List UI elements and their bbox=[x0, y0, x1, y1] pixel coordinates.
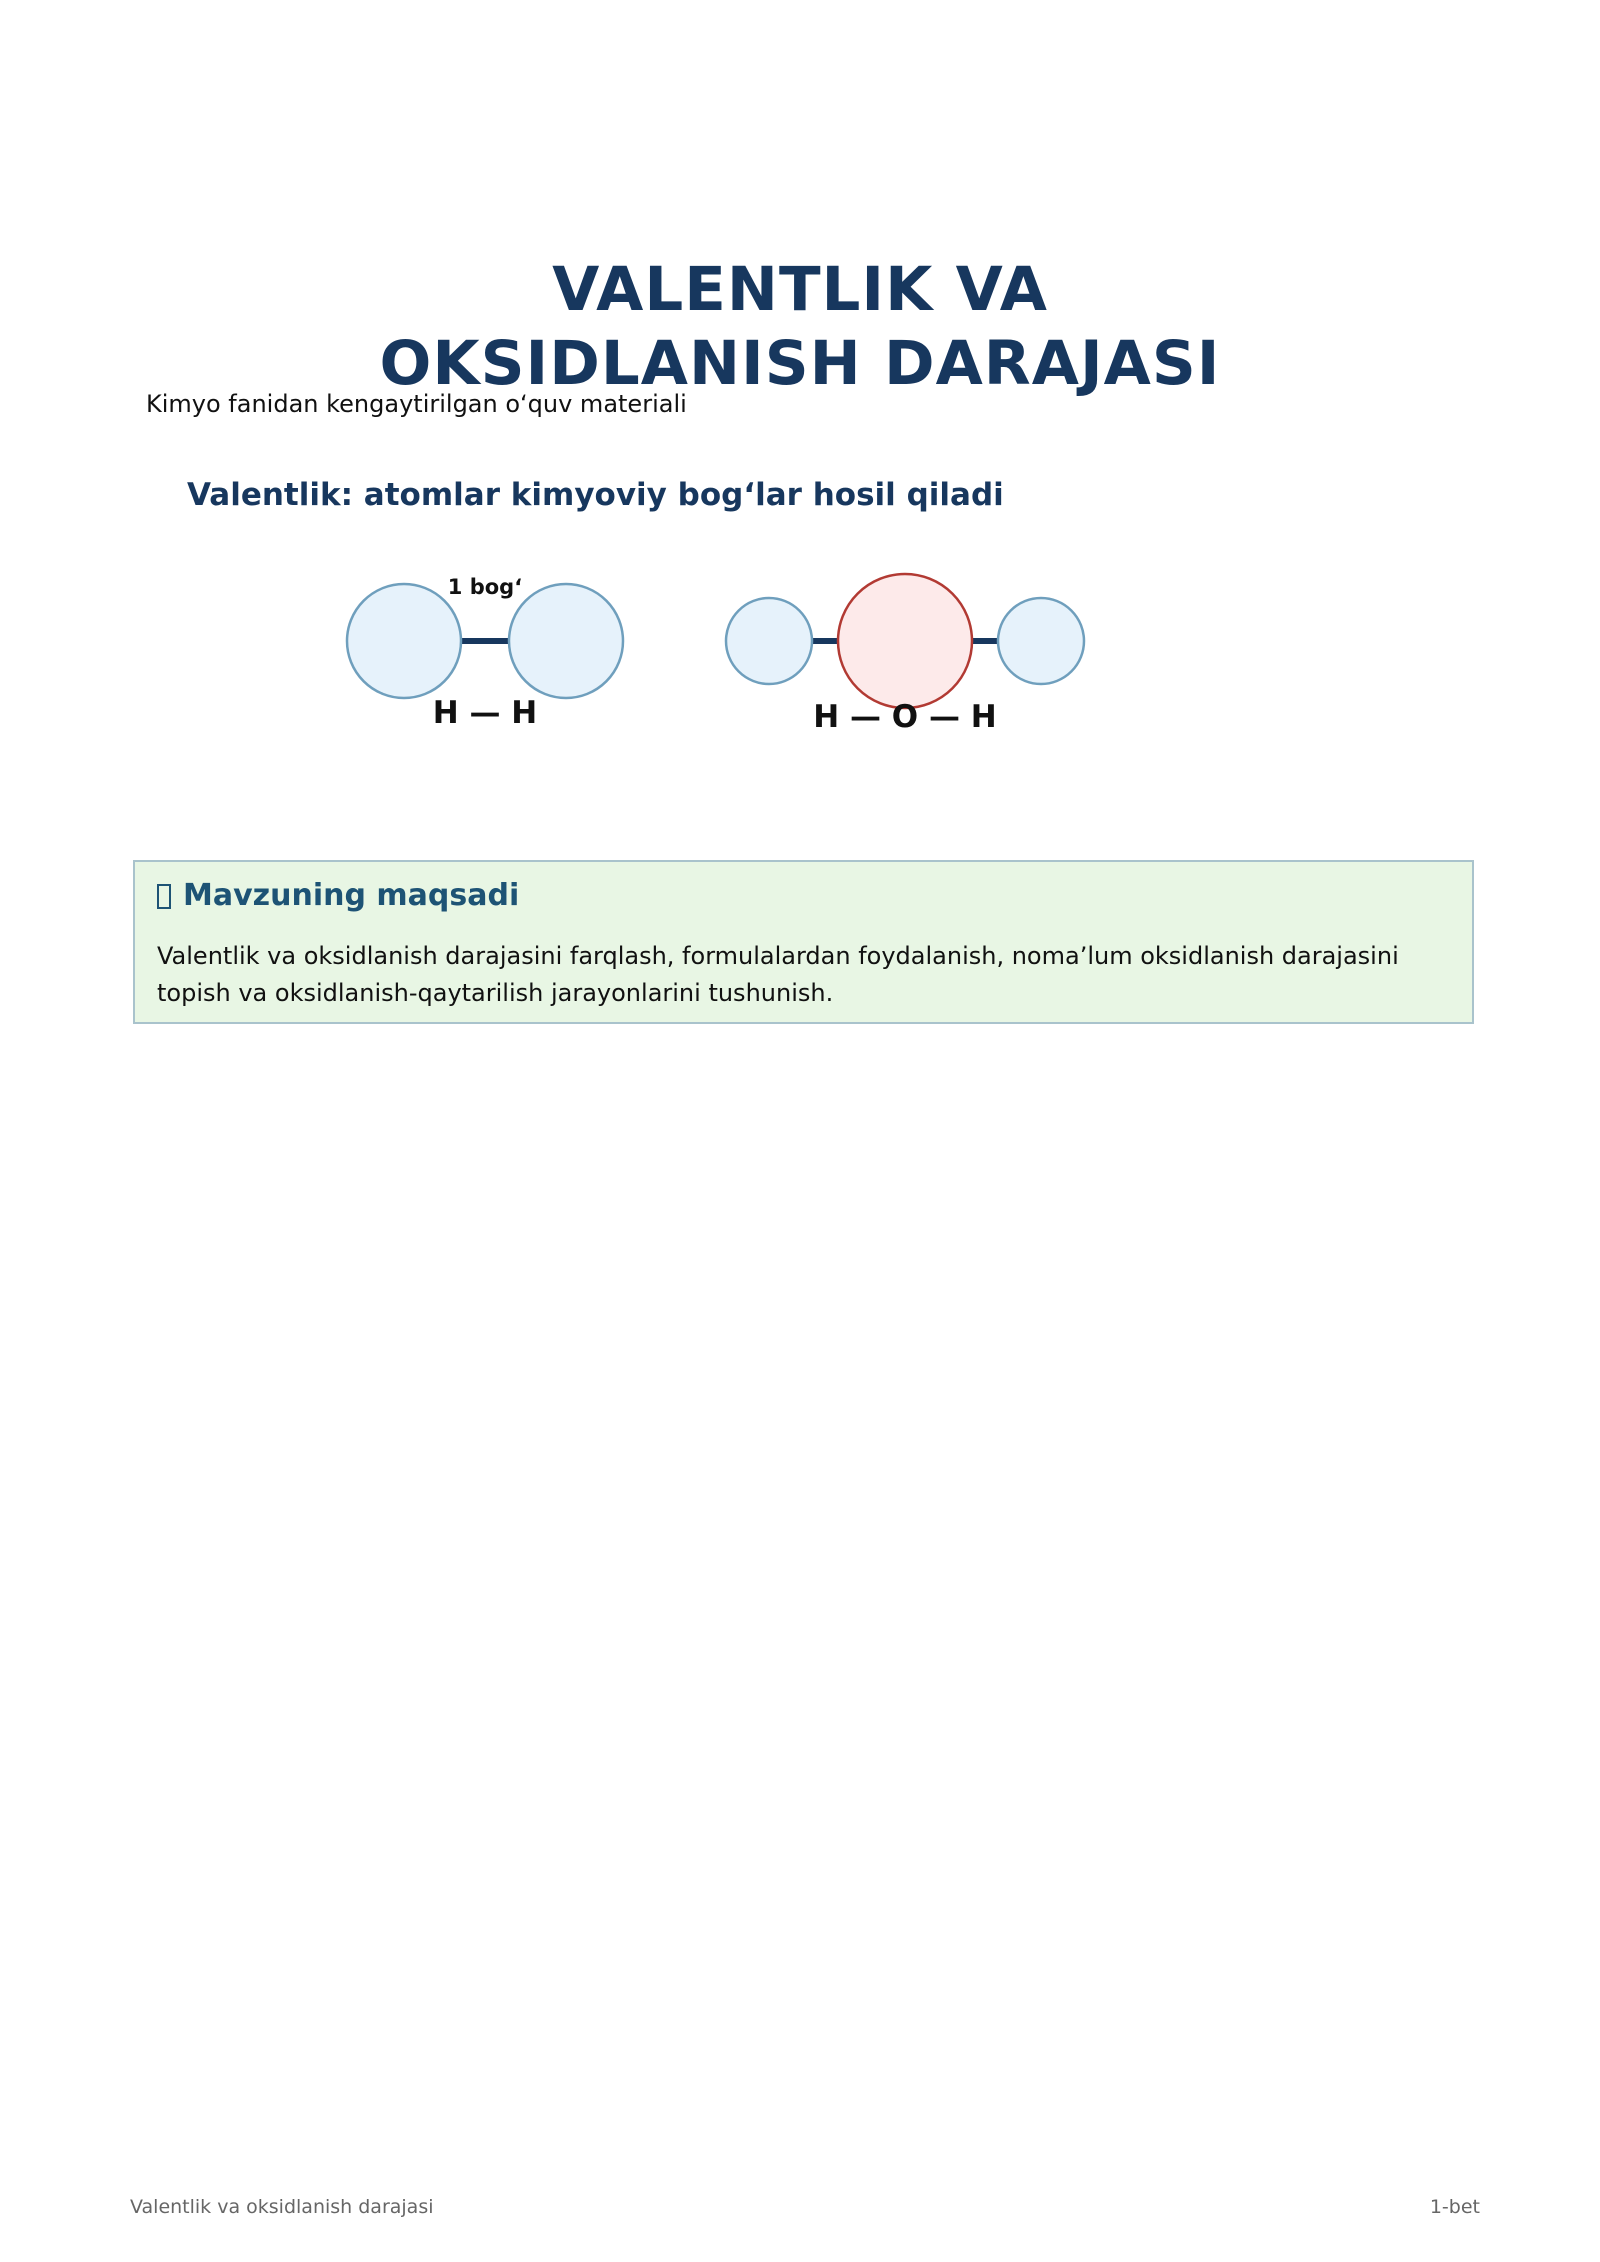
title-line-1: VALENTLIK VA bbox=[552, 253, 1048, 325]
goal-text: Valentlik va oksidlanish darajasini farqlash, formulalardan foydalanish, noma’lum oksidlanish darajasini topish va oksidlanish-qaytarilish jarayonlarini tushunish. bbox=[157, 942, 1399, 1007]
h2-atom-right bbox=[509, 584, 623, 698]
water-hydrogen-right bbox=[998, 598, 1084, 684]
water-hydrogen-left bbox=[726, 598, 812, 684]
goal-box bbox=[133, 860, 1474, 1024]
subtitle: Kimyo fanidan kengaytirilgan o‘quv materiali bbox=[146, 390, 687, 418]
footer-page-number: 1-bet bbox=[1429, 2196, 1480, 2218]
h2-atom-left bbox=[347, 584, 461, 698]
section-heading-valence: Valentlik: atomlar kimyoviy bog‘lar hosil qiladi bbox=[187, 477, 1004, 513]
target-icon bbox=[157, 884, 171, 909]
h2-bond-label: 1 bog‘ bbox=[447, 575, 523, 599]
molecule-diagram bbox=[0, 540, 1600, 770]
footer-document-title: Valentlik va oksidlanish darajasi bbox=[130, 2196, 434, 2218]
page-title bbox=[0, 253, 1600, 401]
title-line-2: OKSIDLANISH DARAJASI bbox=[379, 327, 1221, 399]
h2-molecule bbox=[347, 575, 623, 731]
water-oxygen bbox=[838, 574, 972, 708]
water-formula: H — O — H bbox=[813, 699, 997, 735]
goal-title bbox=[157, 876, 519, 916]
goal-title-text: Mavzuning maqsadi bbox=[183, 878, 520, 913]
h2-formula: H — H bbox=[432, 695, 538, 731]
water-molecule bbox=[726, 574, 1084, 735]
